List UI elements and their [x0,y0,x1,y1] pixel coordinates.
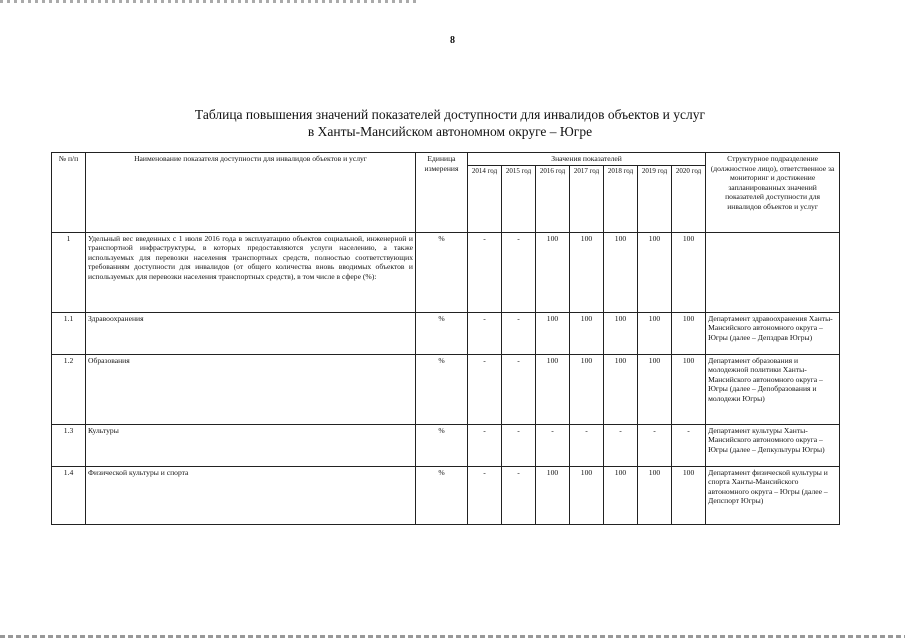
header-year: 2014 год [468,165,502,232]
row-value: 100 [570,354,604,424]
header-year: 2018 год [604,165,638,232]
row-struct: Департамент физической культуры и спорта Ханты-Мансийского автономного округа – Югры (далее – Депспорт Югры) [706,466,840,524]
row-value: - [502,424,536,466]
page-number: 8 [450,35,455,46]
row-value: 100 [536,354,570,424]
row-value: 100 [638,354,672,424]
header-values: Значения показателей [468,153,706,166]
row-struct [706,232,840,312]
row-struct: Департамент культуры Ханты-Мансийского автономного округа – Югры (далее – Депкультуры Югры) [706,424,840,466]
row-value: - [604,424,638,466]
row-value: - [502,232,536,312]
row-value: - [468,424,502,466]
row-value: 100 [604,354,638,424]
row-unit: % [416,466,468,524]
row-value: - [468,466,502,524]
row-value: 100 [604,466,638,524]
table-row [52,466,840,524]
row-unit: % [416,312,468,354]
header-num: № п/п [52,153,86,233]
row-num: 1.1 [52,312,86,354]
header-year: 2020 год [672,165,706,232]
scan-artifact-bottom [0,635,905,638]
row-value: 100 [672,466,706,524]
row-value: - [468,354,502,424]
row-unit: % [416,354,468,424]
row-value: - [468,232,502,312]
row-value: 100 [570,312,604,354]
row-value: 100 [672,232,706,312]
table-title-line-2: в Ханты-Мансийском автономном округе – Югре [307,124,593,139]
header-unit: Единица измерения [416,153,468,233]
row-value: - [672,424,706,466]
row-struct: Департамент образования и молодежной политики Ханты-Мансийского автономного округа – Югры (далее – Депобразования и молодежи Югры) [706,354,840,424]
table-row [52,424,840,466]
header-year: 2017 год [570,165,604,232]
row-num: 1 [52,232,86,312]
row-value: 100 [672,312,706,354]
header-name: Наименование показателя доступности для инвалидов объектов и услуг [86,153,416,233]
row-value: 100 [536,232,570,312]
row-num: 1.3 [52,424,86,466]
header-year: 2016 год [536,165,570,232]
row-value: - [468,312,502,354]
accessibility-indicators-table [51,152,840,525]
header-year: 2019 год [638,165,672,232]
table-title-line-1: Таблица повышения значений показателей доступности для инвалидов объектов и услуг [194,107,706,122]
row-value: 100 [570,466,604,524]
row-name: Здравоохранения [86,312,416,354]
row-num: 1.4 [52,466,86,524]
table-header-row [52,153,840,166]
row-value: 100 [570,232,604,312]
row-value: 100 [604,312,638,354]
row-value: - [638,424,672,466]
header-struct: Структурное подразделение (должностное лицо), ответственное за мониторинг и достижение запланированных значений показателей доступности для инвалидов объектов и услуг [706,153,840,233]
row-name: Образования [86,354,416,424]
row-value: - [502,312,536,354]
row-value: 100 [672,354,706,424]
row-unit: % [416,232,468,312]
table-row [52,232,840,312]
row-name: Физической культуры и спорта [86,466,416,524]
row-num: 1.2 [52,354,86,424]
table-row [52,354,840,424]
row-value: 100 [638,232,672,312]
row-value: 100 [638,312,672,354]
row-name: Культуры [86,424,416,466]
row-unit: % [416,424,468,466]
row-value: 100 [536,312,570,354]
header-year: 2015 год [502,165,536,232]
row-value: 100 [604,232,638,312]
table-row [52,312,840,354]
row-value: 100 [536,466,570,524]
row-value: - [536,424,570,466]
row-value: - [502,354,536,424]
row-name: Удельный вес введенных с 1 июля 2016 года в эксплуатацию объектов социальной, инженерной и транспортной инфраструктуры, в которых предоставляются услуги населению, а также используемых для перевозки населения транспортных средств, полностью соответствующих требованиям доступности для инвалидов (от общего количества вновь вводимых объектов и используемых для перевозки населения транспортных средств), в том числе в сфере (%): [86,232,416,312]
row-value: 100 [638,466,672,524]
row-value: - [570,424,604,466]
scan-artifact-top [0,0,420,3]
row-value: - [502,466,536,524]
row-struct: Департамент здравоохранения Ханты-Мансийского автономного округа – Югры (далее – Депздрав Югры) [706,312,840,354]
